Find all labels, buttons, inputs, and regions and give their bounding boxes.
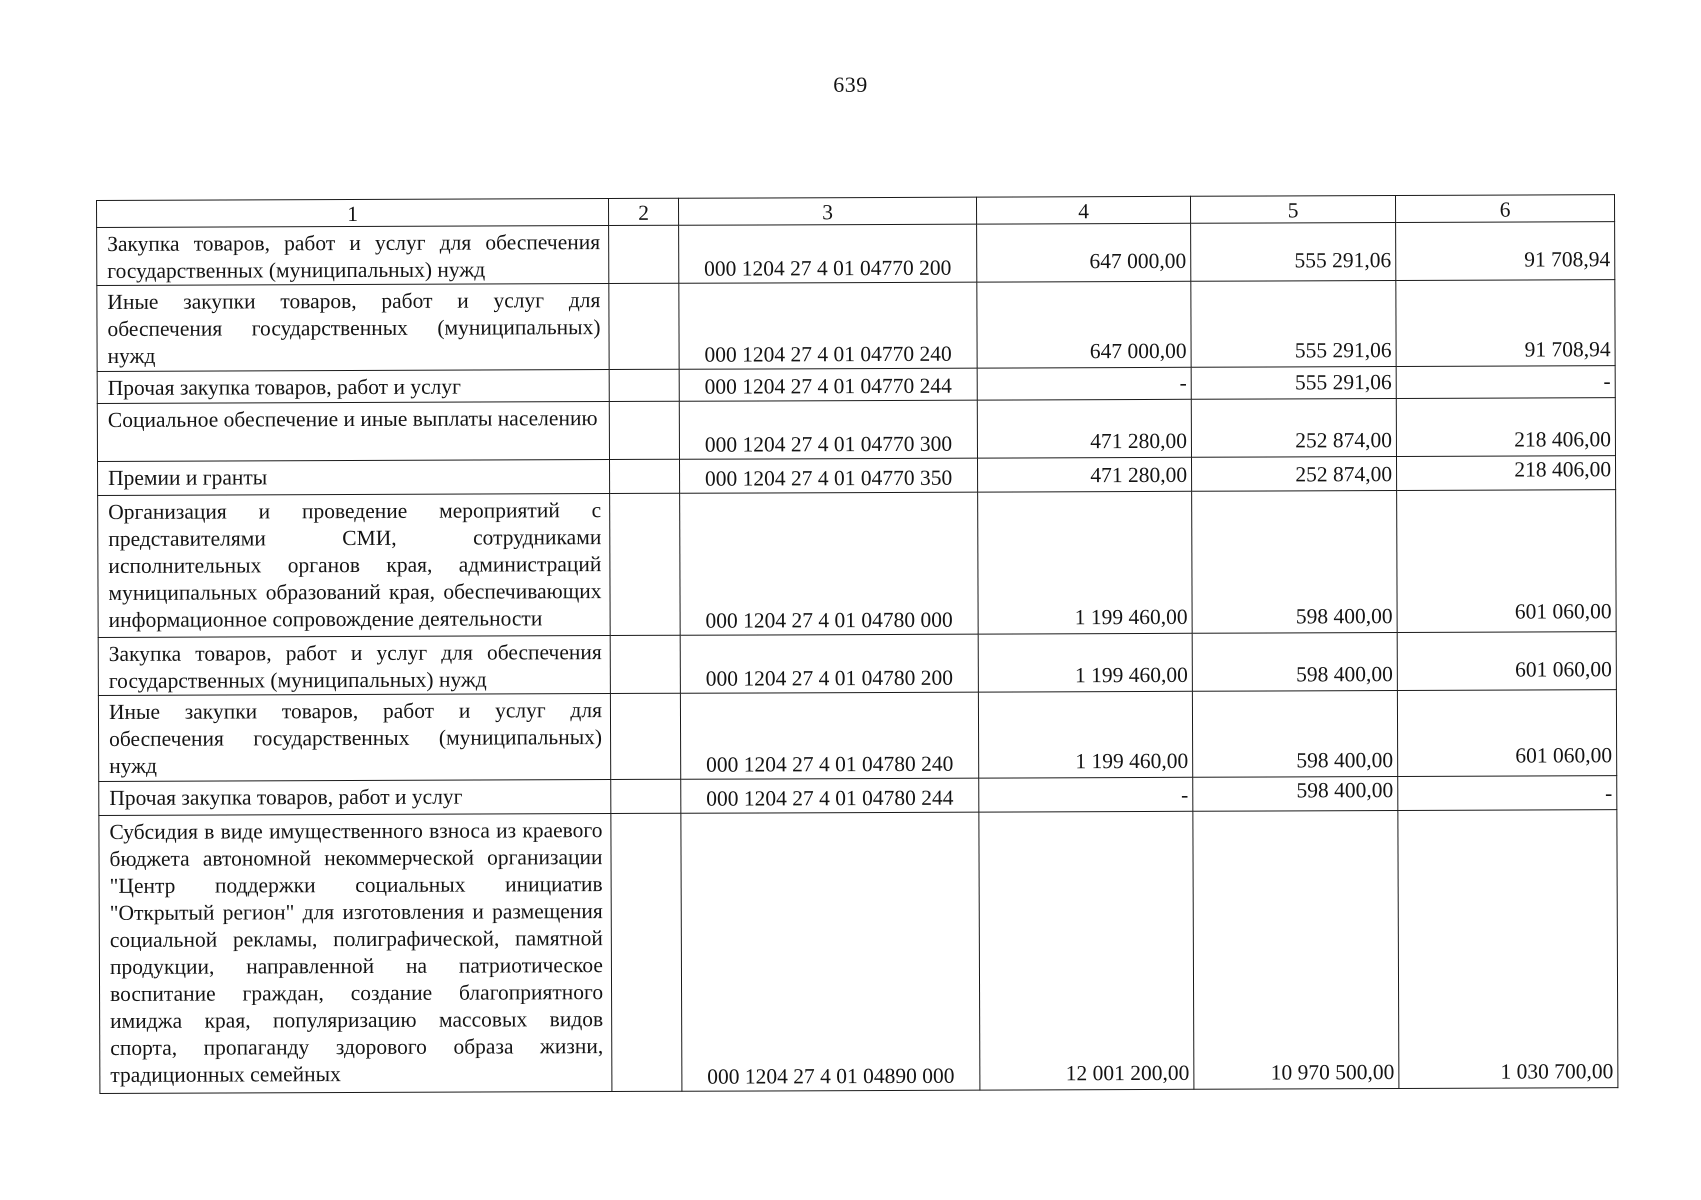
row-code: 000 1204 27 4 01 04780 240: [680, 692, 978, 779]
row-value-5: 555 291,06: [1191, 367, 1396, 400]
row-name: Закупка товаров, работ и услуг для обеспечения государственных (муниципальных) нужд: [97, 226, 609, 286]
header-col-3: 3: [678, 197, 976, 225]
row-col2: [611, 779, 681, 813]
row-name: Организация и проведение мероприятий с представителями СМИ, сотрудниками исполнительных органов края, администраций муниципальных образований края, обеспечивающих информационное сопровождение деятельности: [98, 494, 611, 638]
row-col2: [610, 635, 680, 693]
row-code: 000 1204 27 4 01 04770 350: [679, 458, 977, 493]
row-value-4: 471 280,00: [977, 399, 1191, 458]
row-code: 000 1204 27 4 01 04780 000: [680, 492, 979, 635]
row-value-5: 598 400,00: [1192, 691, 1397, 778]
row-code: 000 1204 27 4 01 04890 000: [681, 812, 980, 1091]
row-col2: [611, 813, 682, 1091]
table-row: [98, 632, 1616, 696]
row-value-6: 91 708,94: [1396, 222, 1615, 281]
table-row: [99, 776, 1617, 816]
table-row: [97, 222, 1615, 286]
row-value-5: 598 400,00: [1193, 777, 1398, 812]
row-value-6: 218 406,00: [1396, 456, 1615, 491]
row-value-4: 1 199 460,00: [978, 691, 1192, 778]
table-row: [97, 280, 1615, 372]
row-value-5: 252 874,00: [1191, 399, 1396, 458]
row-value-5: 555 291,06: [1191, 223, 1396, 282]
row-name: Прочая закупка товаров, работ и услуг: [97, 370, 609, 404]
row-value-4: 1 199 460,00: [978, 633, 1192, 692]
row-value-5: 10 970 500,00: [1193, 811, 1399, 1090]
row-col2: [609, 225, 679, 283]
row-value-5: 252 874,00: [1191, 457, 1396, 492]
table-row: [97, 398, 1615, 462]
header-col-5: 5: [1190, 196, 1395, 224]
row-code: 000 1204 27 4 01 04770 300: [679, 400, 977, 459]
row-value-4: 647 000,00: [977, 223, 1191, 282]
row-code: 000 1204 27 4 01 04780 200: [680, 634, 978, 693]
row-value-6: 601 060,00: [1397, 690, 1616, 777]
header-col-2: 2: [608, 198, 678, 225]
row-value-4: -: [977, 367, 1191, 400]
row-code: 000 1204 27 4 01 04780 244: [681, 778, 979, 813]
page-number: 639: [833, 72, 868, 97]
header-col-1: 1: [97, 199, 609, 228]
row-name: Иные закупки товаров, работ и услуг для обеспечения государственных (муниципальных) нужд: [97, 284, 609, 372]
header-col-6: 6: [1395, 195, 1614, 223]
row-col2: [609, 401, 679, 459]
header-col-4: 4: [976, 196, 1190, 224]
row-code: 000 1204 27 4 01 04770 244: [679, 368, 977, 401]
table-row: [98, 456, 1616, 496]
row-value-5: 598 400,00: [1192, 491, 1398, 634]
row-code: 000 1204 27 4 01 04770 240: [679, 282, 977, 369]
row-value-6: -: [1398, 776, 1617, 811]
row-value-4: 647 000,00: [977, 281, 1191, 368]
row-col2: [610, 459, 680, 493]
row-name: Социальное обеспечение и иные выплаты населению: [97, 402, 609, 462]
table-row: [99, 810, 1618, 1094]
row-col2: [609, 283, 679, 369]
budget-table: [96, 194, 1618, 1094]
row-name: Премии и гранты: [98, 460, 610, 496]
row-name: Иные закупки товаров, работ и услуг для обеспечения государственных (муниципальных) нужд: [98, 694, 610, 782]
row-col2: [609, 369, 679, 401]
row-value-4: -: [979, 777, 1193, 812]
row-value-5: 598 400,00: [1192, 633, 1397, 692]
row-value-4: 12 001 200,00: [979, 811, 1194, 1090]
row-value-4: 1 199 460,00: [978, 491, 1193, 634]
row-col2: [610, 493, 681, 635]
row-name: Прочая закупка товаров, работ и услуг: [99, 780, 611, 816]
row-value-6: 218 406,00: [1396, 398, 1615, 457]
row-col2: [610, 693, 680, 779]
row-value-6: -: [1396, 366, 1615, 399]
row-value-6: 601 060,00: [1397, 632, 1616, 691]
row-name: Закупка товаров, работ и услуг для обеспечения государственных (муниципальных) нужд: [98, 636, 610, 696]
row-value-6: 91 708,94: [1396, 280, 1615, 367]
row-code: 000 1204 27 4 01 04770 200: [679, 224, 977, 283]
row-value-5: 555 291,06: [1191, 281, 1396, 368]
row-value-6: 601 060,00: [1397, 490, 1617, 633]
table-row: [98, 690, 1616, 782]
row-value-4: 471 280,00: [977, 457, 1191, 492]
row-name: Субсидия в виде имущественного взноса из краевого бюджета автономной некоммерческой организации "Центр поддержки социальных инициатив "Открытый регион" для изготовления и размещения социальной рекламы, полиграфической, памятной продукции, направленной на патриотическое воспитание граждан, создание благоприятного имиджа края, популяризацию массовых видов спорта, пропаганду здорового образа жизни, традиционных семейных: [99, 814, 612, 1094]
table-row: [98, 490, 1617, 638]
row-value-6: 1 030 700,00: [1398, 810, 1618, 1089]
